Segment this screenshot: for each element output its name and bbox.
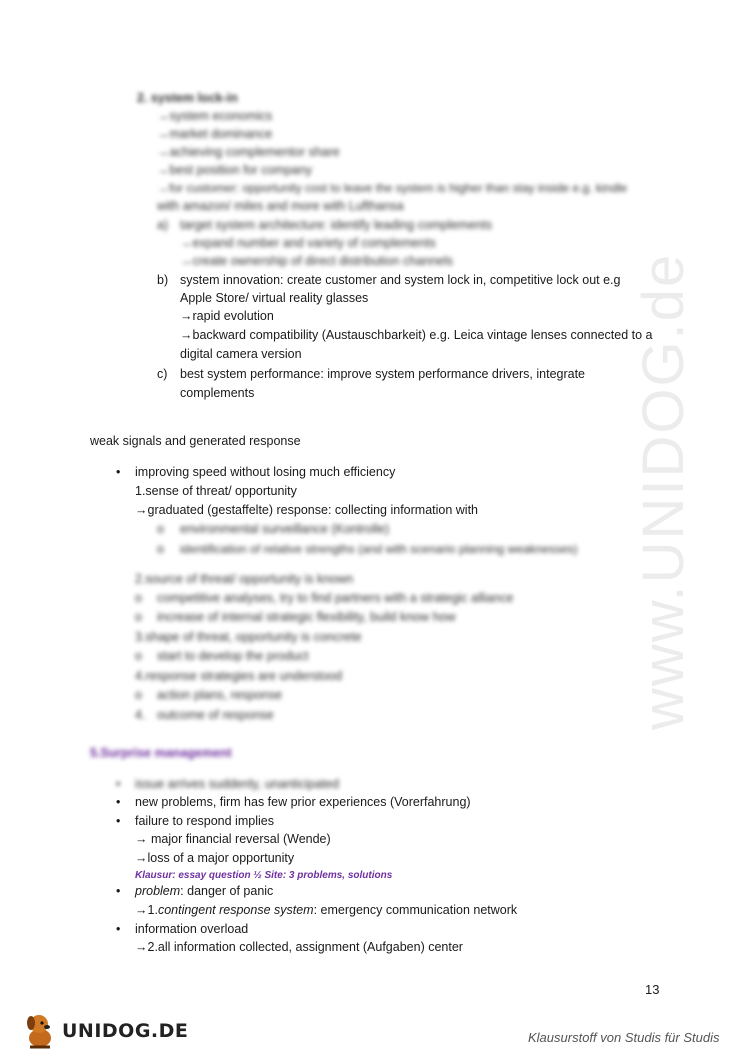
blurred-arrow-line: →system economics <box>157 109 273 123</box>
bullet: • <box>116 777 121 791</box>
problem-sub-rest: : emergency communication network <box>313 903 518 917</box>
problem-sub-prefix: →1. <box>135 903 158 917</box>
overload-sub: →2.all information collected, assignment (Aufgaben) center <box>135 940 463 954</box>
blurred-arrow-line: →for customer: opportunity cost to leave the system is higher than stay inside e.g. kindle <box>157 181 628 195</box>
weak-signals-line: improving speed without losing much efficiency <box>135 465 396 479</box>
problem-label: problem <box>135 884 181 898</box>
item-b-line: →backward compatibility (Austauschbarkeit) e.g. Leica vintage lenses connected to a <box>180 328 653 342</box>
blurred-sub-marker: o <box>157 542 164 556</box>
blurred-step: start to develop the product <box>157 649 309 663</box>
item-a-marker: a) <box>157 218 169 232</box>
item-c-marker: c) <box>157 367 168 381</box>
item-a-sub: →expand number and variety of complements <box>180 236 436 250</box>
blurred-arrow-line: →achieving complementor share <box>157 145 340 159</box>
blurred-arrow-line: →best position for company <box>157 163 312 177</box>
klausur-note: Klausur: essay question ½ Site: 3 problems, solutions <box>135 870 393 881</box>
blurred-step: 2.source of threat/ opportunity is known <box>135 572 354 586</box>
problem-text: : danger of panic <box>180 884 274 898</box>
item-b-line: Apple Store/ virtual reality glasses <box>180 291 369 305</box>
page-number: 13 <box>645 982 660 997</box>
surprise-bullet: failure to respond implies <box>135 814 274 828</box>
bullet: • <box>116 795 121 809</box>
item-b-line: →rapid evolution <box>180 309 274 323</box>
item-a-text: target system architecture: identify leading complements <box>180 218 492 232</box>
implies-sub: → major financial reversal (Wende) <box>135 832 331 846</box>
blurred-arrow-line: →market dominance <box>157 127 273 141</box>
blurred-arrow-line: with amazon/ miles and more with Lufthansa <box>157 199 404 213</box>
blurred-step-marker: o <box>135 649 142 663</box>
item-a-sub: →create ownership of direct distribution channels <box>180 254 454 268</box>
implies-sub: →loss of a major opportunity <box>135 851 295 865</box>
blurred-step: 4.response strategies are understood <box>135 669 343 683</box>
blurred-sub: environmental surveillance (Kontrolle) <box>180 522 390 536</box>
item-b-marker: b) <box>157 273 169 287</box>
dog-icon <box>22 1011 58 1051</box>
footer-tagline: Klausurstoff von Studis für Studis <box>528 1030 720 1045</box>
problem-sub-italic: contingent response system <box>157 903 314 917</box>
unidog-logo <box>22 1010 188 1052</box>
blurred-step: competitive analyses, try to find partners with a strategic alliance <box>157 591 514 605</box>
blurred-step-marker: o <box>135 591 142 605</box>
watermark: www.UNIDOG.de <box>631 252 696 730</box>
blurred-step-marker: o <box>135 610 142 624</box>
problem-sub-line <box>135 902 517 919</box>
blurred-step: 3.shape of threat, opportunity is concrete <box>135 630 362 644</box>
blurred-bullet-text: issue arrives suddenly, unanticipated <box>135 777 340 791</box>
blurred-step: action plans, response <box>157 688 283 702</box>
item-b-line: system innovation: create customer and system lock in, competitive lock out e.g <box>180 273 621 287</box>
surprise-bullet: new problems, firm has few prior experiences (Vorerfahrung) <box>135 795 471 809</box>
system-lock-in-heading: 2. system lock-in <box>137 91 238 105</box>
blurred-step: increase of internal strategic flexibility, build know how <box>157 610 456 624</box>
bullet: • <box>116 465 121 479</box>
bullet: • <box>116 884 121 898</box>
blurred-step-marker: 4. <box>135 708 146 722</box>
bullet: • <box>116 814 121 828</box>
blurred-step: outcome of response <box>157 708 274 722</box>
problem-line <box>135 883 273 900</box>
item-c-line: complements <box>180 386 255 400</box>
item-b-line: digital camera version <box>180 347 302 361</box>
weak-signals-line: 1.sense of threat/ opportunity <box>135 484 297 498</box>
logo-text: UNIDOG.DE <box>62 1020 189 1042</box>
overload-line: information overload <box>135 922 249 936</box>
weak-signals-line: →graduated (gestaffelte) response: collecting information with <box>135 503 479 517</box>
bullet: • <box>116 922 121 936</box>
item-c-line: best system performance: improve system performance drivers, integrate <box>180 367 586 381</box>
surprise-heading: 5.Surprise management <box>90 746 232 760</box>
blurred-sub: identification of relative strengths (and with scenario planning weaknesses) <box>180 542 578 556</box>
weak-signals-heading: weak signals and generated response <box>90 434 301 448</box>
blurred-sub-marker: o <box>157 522 164 536</box>
blurred-step-marker: o <box>135 688 142 702</box>
